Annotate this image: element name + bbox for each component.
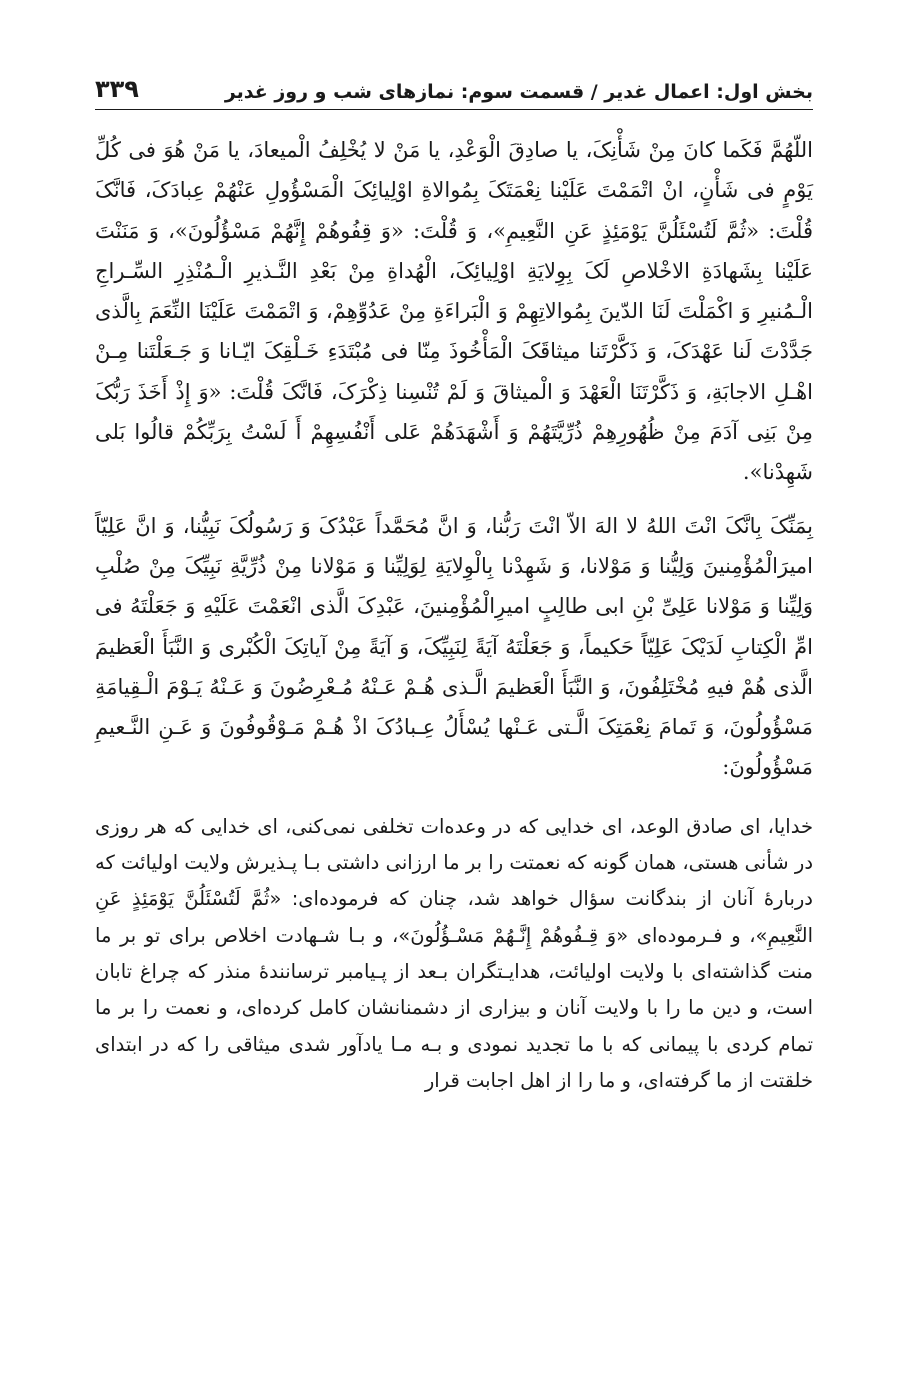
- arabic-supplication-paragraph-2: بِمَنِّکَ بِانَّکَ انْتَ اللهُ لا الهَ الاّ انْتَ رَبُّنا، وَ انَّ مُحَمَّداً عَبْدُکَ وَ رَسُولُکَ نَبِیُّنا، وَ انَّ عَلِیّاً امیرَالْمُؤْمِنینَ وَلِیُّنا وَ مَوْلانا، وَ شَهِدْنا بِالْوِلایَةِ لِوَلِیِّنا وَ مَوْلانا مِنْ ذُرِّیَّةِ نَبِیِّکَ مِنْ صُلْبِ وَلِیِّنا وَ مَوْلانا عَلِیِّ بْنِ ابی طالِبٍ امیرِالْمُؤْمِنینَ، عَبْدِکَ الَّذی انْعَمْتَ عَلَیْهِ وَ جَعَلْتَهُ فی امِّ الْکِتابِ لَدَیْکَ عَلِیّاً حَکیماً، وَ جَعَلْتَهُ آیَةً لِنَبِیِّکَ، وَ آیَةً مِنْ آیاتِکَ الْکُبْری وَ النَّبَأَ الْعَظیمَ الَّذی هُمْ فیهِ مُخْتَلِفُونَ، وَ النَّبَأَ الْعَظیمَ الَّـذی هُـمْ عَـنْهُ مُـعْرِضُونَ وَ عَـنْهُ یَـوْمَ الْـقِیامَةِ مَسْؤُولُونَ، وَ تَمامَ نِعْمَتِکَ الَّـتی عَـنْها یُسْأَلُ عِـبادُکَ اذْ هُـمْ مَـوْقُوفُونَ وَ عَـنِ النَّـعیمِ مَسْؤُولُونَ:: [95, 513, 813, 780]
- arabic-supplication-paragraph-1: اللّهُمَّ فَکَما کانَ مِنْ شَأْنِکَ، یا صادِقَ الْوَعْدِ، یا مَنْ لا یُخْلِفُ الْمیعادَ، یا مَنْ هُوَ فی کُلِّ یَوْمٍ فی شَأْنٍ، انْ اتْمَمْتَ عَلَیْنا نِعْمَتَکَ بِمُوالاةِ اوْلِیائِکَ الْمَسْؤُولِ عَنْهُمْ عِبادَکَ، فَانَّکَ قُلْتَ: «ثُمَّ لَتُسْئَلُنَّ یَوْمَئِذٍ عَنِ النَّعِیمِ»، وَ قُلْتَ: «وَ قِفُوهُمْ إِنَّهُمْ مَسْؤُلُونَ»، وَ مَنَنْتَ عَلَیْنا بِشَهادَةِ الاخْلاصِ لَکَ بِوِلایَةِ اوْلِیائِکَ، الْهُداةِ مِنْ بَعْدِ النَّـذیرِ الْـمُنْذِرِ السِّـراجِ الْـمُنیرِ وَ اکْمَلْتَ لَنَا الدّینَ بِمُوالاتِهِمْ وَ الْبَراءَةِ مِنْ عَدُوِّهِمْ، وَ اتْمَمْتَ عَلَیْنَا النِّعَمَ بِالَّذی جَدَّدْتَ لَنا عَهْدَکَ، وَ ذَکَّرْتَنا میثاقَکَ الْمَأْخُوذَ مِنّا فی مُبْتَدَءِ خَـلْقِکَ ایّـانا وَ جَـعَلْتَنا مِـنْ اهْـلِ الاجابَةِ، وَ ذَکَّرْتَنَا الْعَهْدَ وَ الْمیثاقَ وَ لَمْ تُنْسِنا ذِکْرَکَ، فَانَّکَ قُلْتَ: «وَ إِذْ أَخَذَ رَبُّکَ مِنْ بَنِی آدَمَ مِنْ ظُهُورِهِمْ ذُرِّیَّتَهُمْ وَ أَشْهَدَهُمْ عَلی أَنْفُسِهِمْ أَ لَسْتُ بِرَبِّکُمْ قالُوا بَلی شَهِدْنا».: [95, 138, 813, 485]
- page-number: ۳۳۹: [95, 75, 139, 103]
- page-content: [95, 58, 813, 1099]
- running-title: بخش اول: اعمال غدیر / قسمت سوم: نمازهای شب و روز غدیر: [224, 81, 813, 103]
- persian-translation-paragraph: خدایا، ای صادق الوعد، ای خدایی که در وعده‌ات تخلفی نمی‌کنی، ای خدایی که هر روزی در شأنی هستی، همان گونه که نعمتت را بر ما ارزانی داشتی بـا پـذیرش ولایت اولیائت که دربارهٔ آنان از بندگانت سؤال خواهد شد، چنان که فرموده‌ای: «ثُمَّ لَتُسْئَلُنَّ یَوْمَئِذٍ عَنِ النَّعِیمِ»، و فـرموده‌ای «وَ قِـفُوهُمْ إِنَّـهُمْ مَسْـؤُلُونَ»، و بـا شـهادت اخلاص برای تو بر ما منت گذاشته‌ای با ولایت اولیائت، هدایـتگران بـعد از پـیامبر ترسانندهٔ منذر که چراغ تابان است، و دین ما را با ولایت آنان و بیزاری از دشمنانشان کامل کرده‌ای، و نعمت را بر ما تمام کردی با پیمانی که با ما تجدید نمودی و بـه مـا یادآور شدی میثاقی را که در ابتدای خلقتت از ما گرفته‌ای، و ما را از اهل اجابت قرار: [95, 814, 813, 1092]
- body-text: [95, 130, 813, 1099]
- page-header: [95, 58, 813, 110]
